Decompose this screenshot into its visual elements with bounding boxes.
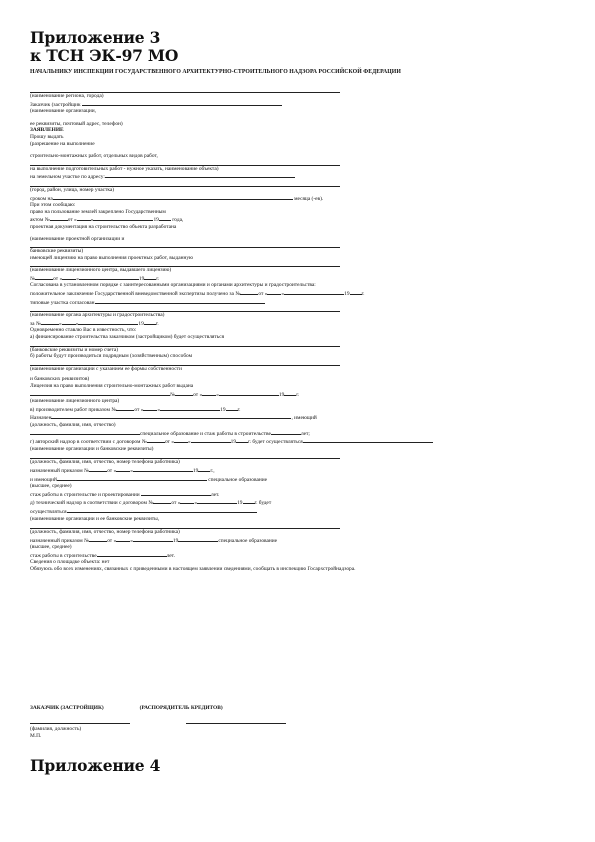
blank-field	[143, 405, 157, 411]
form-text: »	[216, 391, 219, 398]
signature-roles	[30, 705, 286, 712]
form-text: специальное образование	[218, 537, 278, 544]
form-line: (наименование проектной организации и	[30, 235, 125, 242]
blank-field	[41, 319, 59, 325]
form-line	[30, 298, 565, 307]
form-text: от «	[134, 406, 144, 413]
form-line	[30, 507, 565, 516]
stamp-label: М.П.	[30, 732, 42, 739]
blank-field	[35, 274, 53, 280]
form-line: (должность, фамилия, имя, отчество, номер телефона работника)	[30, 529, 180, 536]
blank-field	[89, 466, 107, 472]
form-text: »	[75, 320, 79, 327]
form-line: имеющей лицензию на право выполнения проектных работ, выданную	[30, 254, 194, 261]
blank-field	[30, 429, 140, 435]
form-text: »	[130, 467, 133, 474]
form-text: назначенный приказом №	[30, 537, 90, 544]
blank-field	[67, 507, 257, 513]
form-line: (высшее, среднее)	[30, 483, 72, 490]
blank-field	[191, 437, 231, 443]
blank-field	[350, 289, 362, 295]
blank-field	[141, 490, 211, 496]
form-line: (банковские реквизиты и номер счета)	[30, 346, 119, 353]
form-text: г.	[237, 406, 241, 413]
form-line	[30, 215, 565, 224]
blank-field	[144, 319, 156, 325]
blank-field	[240, 289, 258, 295]
blank-field	[133, 466, 193, 472]
form-line: Согласована в установленном порядке с заинтересованными организациями и органами архитектуры и градостроительства:	[30, 282, 316, 289]
form-heading: ЗАЯВЛЕНИЕ	[30, 127, 64, 134]
blank-field	[97, 551, 167, 557]
blank-field	[180, 498, 194, 504]
form-line: (наименование организации,	[30, 108, 97, 115]
form-text: стаж работы в строительстве	[30, 552, 97, 559]
form-line: проектная документация на строительство объекта разработана	[30, 223, 177, 230]
form-line: (высшее, среднее)	[30, 544, 72, 551]
form-line	[30, 429, 565, 438]
blank-field	[284, 289, 344, 295]
form-text: от «	[164, 439, 174, 446]
form-text: года,	[172, 217, 184, 224]
form-line	[30, 390, 565, 399]
form-line	[30, 274, 565, 283]
form-line: строительно-монтажных работ, отдельных видов работ,	[30, 153, 158, 160]
form-text: от «	[171, 500, 181, 507]
blank-field	[178, 536, 218, 542]
form-text: Заказчик (застройщик	[30, 101, 81, 108]
form-text: г.	[156, 275, 160, 282]
form-line	[30, 536, 565, 545]
blank-field	[116, 466, 130, 472]
blank-field	[77, 215, 91, 221]
form-text: лет.	[166, 552, 175, 559]
form-text: «	[59, 320, 62, 327]
form-text: Назначен	[30, 415, 52, 422]
form-line: на выполнение подготовительных работ - нужное указать, наименование объекта)	[30, 165, 219, 172]
blank-field	[105, 172, 295, 178]
blank-field	[75, 319, 138, 327]
form-line	[30, 551, 565, 560]
blank-field	[144, 274, 156, 280]
form-text: 19	[230, 439, 237, 446]
blank-field	[267, 289, 281, 295]
form-text: »	[281, 291, 285, 298]
form-line	[30, 100, 565, 109]
form-text: №	[30, 275, 36, 282]
form-text: месяца (-ев).	[294, 195, 324, 202]
form-text: от «	[193, 391, 203, 398]
blank-field	[160, 405, 220, 411]
form-text: 19	[138, 320, 144, 327]
blank-field	[90, 215, 153, 224]
form-text: положительное заключение Государственной вневедомственной экспертизы получено за №	[30, 291, 241, 298]
form-text: г.	[155, 320, 159, 327]
form-line: Обязуюсь обо всех изменениях, связанных с приведенными в настоящем заявлении сведениями, сообщать в инспекцию Госархстройнадзора.	[30, 566, 356, 573]
form-line: (должность, фамилия, имя, отчество)	[30, 421, 116, 428]
form-text: г. будет	[254, 500, 272, 507]
blank-field	[116, 536, 130, 542]
form-line: право на пользование землей закреплено Государственным	[30, 208, 166, 215]
form-text: 19	[278, 391, 285, 398]
form-text: №	[170, 391, 176, 398]
blank-field	[153, 498, 171, 504]
addressee: НАЧАЛЬНИКУ ИНСПЕКЦИИ ГОСУДАРСТВЕННОГО АРХИТЕКТУРНО-СТРОИТЕЛЬНОГО НАДЗОРА РОССИЙСКОЙ ФЕДЕРАЦИИ	[30, 69, 401, 75]
blank-field	[62, 319, 76, 325]
blank-field	[243, 498, 255, 504]
form-line: и банковских реквизитов)	[30, 376, 90, 383]
form-line: (наименование органа архитектуры и градостроительства)	[30, 312, 165, 319]
form-text: 19	[172, 537, 179, 544]
form-text: 19	[192, 467, 199, 474]
appendix-3-title: Приложение 3	[30, 28, 161, 47]
blank-field	[30, 390, 170, 396]
form-text: 19	[237, 500, 243, 507]
blank-field	[51, 413, 291, 419]
form-text: лет.	[210, 491, 220, 498]
blank-field	[53, 194, 293, 200]
blank-field	[147, 437, 165, 443]
credit-manager-label: (РАСПОРЯДИТЕЛЬ КРЕДИТОВ)	[139, 705, 223, 711]
form-line: (должность, фамилия, имя, отчество, номер телефона работника)	[30, 459, 180, 466]
blank-field	[271, 429, 301, 435]
signature-line	[186, 718, 286, 724]
application-form	[30, 86, 565, 573]
form-line	[30, 498, 565, 507]
form-line	[30, 319, 565, 328]
form-text: назначенный приказом №	[30, 467, 90, 474]
appendix-4-title: Приложение 4	[30, 756, 161, 775]
form-text: специальное образование	[208, 476, 267, 483]
form-line: б) работы будут производиться подрядным (хозяйственным) способом	[30, 353, 193, 360]
form-text: »	[187, 439, 191, 446]
form-line	[30, 490, 565, 499]
blank-field	[219, 390, 279, 396]
form-text: »	[76, 275, 79, 282]
form-text: д) технический надзор в соответствии с договором №	[30, 500, 154, 507]
blank-field	[79, 274, 139, 280]
form-line: (наименование лицензионного центра)	[30, 398, 120, 405]
form-text: , имеющий	[291, 415, 317, 422]
form-text: г.	[296, 391, 300, 398]
form-line: (наименование организации и банковские реквизиты)	[30, 445, 154, 452]
blank-field	[175, 390, 193, 396]
form-line	[30, 405, 565, 414]
form-text: г.,	[210, 467, 215, 474]
blank-field	[89, 536, 107, 542]
form-line: Лицензия на право выполнения строительно-монтажных работ выдана	[30, 383, 194, 389]
blank-field	[202, 390, 216, 396]
form-text: г.	[361, 291, 365, 298]
form-text: 19	[153, 217, 159, 224]
form-line: (город, район, улица, номер участка)	[30, 186, 115, 193]
appendix-3-subtitle: к ТСН ЭК-97 МО	[30, 46, 179, 65]
blank-field	[197, 498, 237, 504]
form-text: »	[90, 217, 94, 224]
form-line	[30, 194, 565, 203]
form-line	[30, 413, 565, 422]
blank-field	[62, 274, 76, 280]
form-text: на земельном участке по адресу:	[30, 174, 105, 181]
form-line: (фамилия, должность)	[30, 726, 82, 733]
blank-field	[236, 437, 248, 443]
blank-field	[50, 215, 68, 221]
form-line: (наименование лицензионного центра, выдавшего лицензию)	[30, 267, 172, 274]
blank-field	[226, 405, 238, 411]
form-text: от «	[107, 537, 117, 544]
form-text: »	[157, 406, 161, 413]
form-line: ее реквизиты, почтовый адрес, телефон)	[30, 120, 123, 127]
form-text: от «	[53, 275, 63, 282]
signature-line	[30, 718, 130, 724]
form-text: 19	[138, 275, 145, 282]
form-text: типовые участка согласован	[30, 299, 95, 306]
form-line: Одновременно ставлю Вас в известность, что:	[30, 327, 137, 334]
form-text: в) производителем работ приказом №	[30, 406, 117, 413]
form-text: 19	[220, 406, 226, 413]
form-text: специальное образование и стаж работы в строительстве	[140, 430, 271, 437]
form-text: от «	[258, 291, 268, 298]
form-text: »	[130, 537, 133, 544]
form-line: (наименование региона, города)	[30, 93, 104, 99]
form-line	[30, 466, 565, 475]
blank-field	[95, 298, 265, 304]
blank-field	[116, 405, 134, 411]
form-text: лет;	[300, 430, 310, 437]
form-text: стаж работы в строительстве и проектировании	[30, 491, 140, 498]
form-text: сроком на	[30, 195, 53, 202]
form-line: При этом сообщаю:	[30, 202, 76, 209]
blank-field	[303, 437, 433, 443]
blank-field	[174, 437, 188, 443]
form-text: г. будет осуществляться	[248, 439, 303, 446]
blank-field	[82, 100, 282, 106]
form-text: от «	[107, 467, 117, 474]
customer-label: ЗАКАЗЧИК (ЗАСТРОЙЩИК)	[30, 705, 104, 711]
form-text: осуществляться	[30, 508, 67, 515]
form-text: за №	[30, 320, 42, 327]
form-line	[30, 289, 565, 298]
blank-field	[198, 466, 210, 472]
form-line: Прошу выдать	[30, 133, 64, 140]
blank-field	[133, 536, 173, 542]
form-line: банковские реквизиты)	[30, 248, 84, 255]
form-line	[30, 475, 565, 484]
form-text: актом №	[30, 217, 50, 224]
form-text: 19	[344, 291, 350, 298]
signature-lines	[30, 718, 286, 727]
form-text: и имеющий	[30, 476, 57, 483]
form-line: (наименование организации и ее банковские реквизиты,	[30, 515, 160, 522]
form-text: г) авторский надзор в соответствии с договором №	[30, 439, 147, 446]
blank-field	[284, 390, 296, 396]
signature-block	[30, 705, 286, 739]
form-text: »	[194, 500, 198, 507]
form-line	[30, 172, 565, 181]
form-line: (наименование организации с указанием ее формы собственности	[30, 365, 182, 372]
form-line: а) финансирование строительства заказчиком (застройщиком) будет осуществляться	[30, 334, 225, 341]
form-line	[30, 437, 565, 446]
blank-field	[57, 475, 207, 481]
form-line: (разрешение на выполнение	[30, 140, 95, 147]
form-line: Сведения о площадке объекта: нет	[30, 559, 110, 566]
form-text: от «	[67, 217, 77, 224]
blank-field	[159, 215, 171, 221]
